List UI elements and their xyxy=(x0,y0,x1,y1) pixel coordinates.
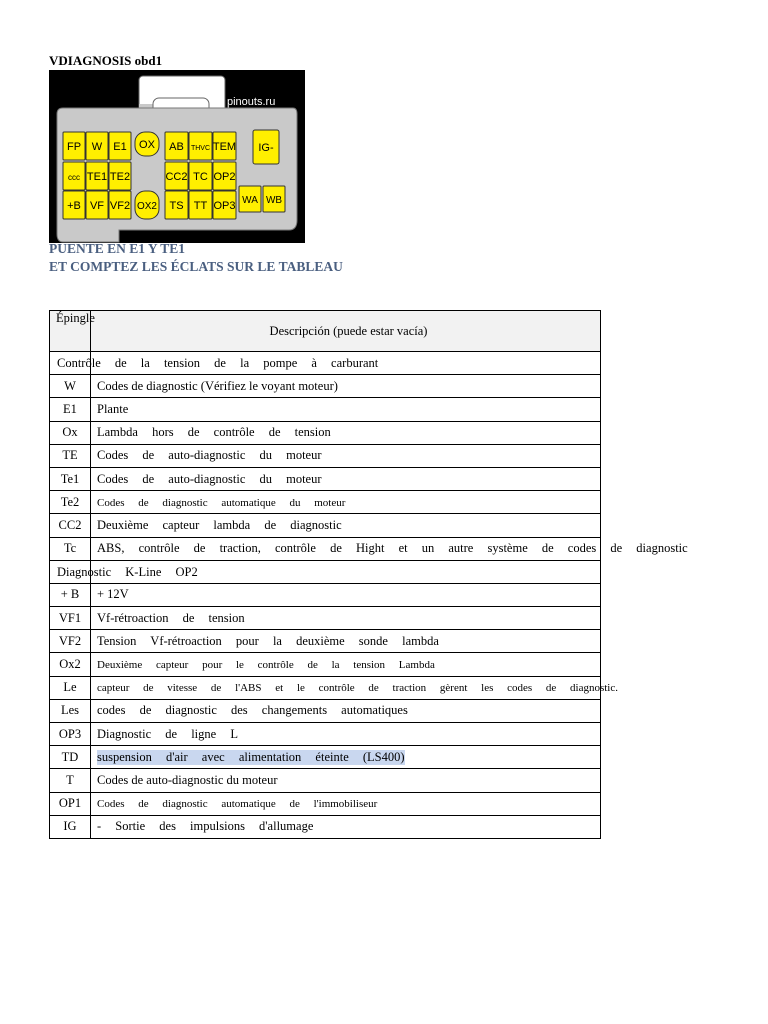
description-cell xyxy=(57,352,601,375)
pin-ox xyxy=(135,132,159,156)
description-text: Diagnostic K-Line OP2 xyxy=(57,564,198,579)
pin-cell: Ox xyxy=(50,421,91,444)
table-row xyxy=(50,769,601,792)
description-text: codes de diagnostic des changements automatiques xyxy=(97,703,408,718)
pin-te1 xyxy=(86,162,108,190)
table-header-row xyxy=(50,311,601,352)
svg-text:AB: AB xyxy=(169,141,184,153)
description-cell xyxy=(91,723,601,746)
description-cell xyxy=(91,398,601,421)
pin-thvc xyxy=(189,132,212,160)
pin-cell: Te1 xyxy=(50,467,91,490)
pin-cell: VF1 xyxy=(50,607,91,630)
description-text: suspension d'air avec alimentation éteinte (LS400) xyxy=(97,749,405,764)
pin-cell: W xyxy=(50,375,91,398)
pin-cell: Le xyxy=(50,676,91,699)
pin-tt xyxy=(189,191,212,219)
description-cell xyxy=(91,630,601,653)
table-row xyxy=(50,375,601,398)
table-row xyxy=(50,653,601,676)
svg-text:+B: +B xyxy=(67,200,81,212)
pin-ts xyxy=(165,191,188,219)
table-row xyxy=(50,583,601,606)
table-row xyxy=(50,398,601,421)
svg-text:THVC: THVC xyxy=(190,145,211,152)
description-cell xyxy=(91,537,688,560)
description-cell xyxy=(91,653,601,676)
connector-diagram xyxy=(49,70,305,243)
description-text: Codes de auto-diagnostic du moteur xyxy=(97,448,322,463)
table-row xyxy=(50,352,601,375)
svg-text:E1: E1 xyxy=(113,141,127,153)
svg-text:ccc: ccc xyxy=(68,173,80,182)
pin-cell: Tc xyxy=(50,537,91,560)
description-cell xyxy=(91,607,601,630)
watermark-text: pinouts.ru xyxy=(227,96,276,108)
svg-text:OX: OX xyxy=(139,139,155,151)
svg-text:TE2: TE2 xyxy=(109,171,131,183)
pin-cell: CC2 xyxy=(50,514,91,537)
svg-text:W: W xyxy=(91,141,103,153)
svg-text:WA: WA xyxy=(242,195,258,206)
header-description: Descripción (puede estar vacía) xyxy=(91,311,601,352)
description-cell xyxy=(91,676,618,699)
table-row xyxy=(50,560,601,583)
pin-cell: TD xyxy=(50,746,91,769)
description-text: Codes de auto-diagnostic du moteur xyxy=(97,471,322,486)
pin-ox2 xyxy=(135,191,159,219)
description-text: Deuxième capteur pour le contrôle de la tension Lambda xyxy=(97,659,435,672)
description-text: Codes de auto-diagnostic du moteur xyxy=(97,772,278,787)
description-cell xyxy=(91,467,601,490)
description-cell xyxy=(91,792,601,815)
svg-text:FP: FP xyxy=(66,141,82,153)
pin-vf2 xyxy=(109,191,131,219)
table-row xyxy=(50,723,601,746)
pin-w xyxy=(86,132,108,160)
table-row xyxy=(50,444,601,467)
description-cell xyxy=(91,514,601,537)
svg-text:TC: TC xyxy=(193,171,208,183)
pin-wb xyxy=(263,186,285,212)
pin-plusb xyxy=(63,191,85,219)
pinout-table xyxy=(49,310,688,839)
pin-cell: VF2 xyxy=(50,630,91,653)
description-text: Plante xyxy=(97,401,129,416)
description-cell xyxy=(91,421,601,444)
pin-e1 xyxy=(109,132,131,160)
description-cell xyxy=(91,583,601,606)
description-text: Tension Vf-rétroaction pour la deuxième sonde lambda xyxy=(97,633,439,648)
description-text: Codes de diagnostic automatique du moteur xyxy=(97,496,346,509)
description-text: Vf-rétroaction de tension xyxy=(97,610,245,625)
pin-cell: TE xyxy=(50,444,91,467)
svg-text:WB: WB xyxy=(265,195,283,206)
table-row xyxy=(50,699,601,722)
description-text: Codes de diagnostic automatique de l'immobiliseur xyxy=(97,798,378,811)
pin-ab xyxy=(165,132,188,160)
table-row xyxy=(50,746,601,769)
description-cell xyxy=(91,444,601,467)
table-row xyxy=(50,421,601,444)
svg-text:TT: TT xyxy=(193,200,208,212)
description-cell xyxy=(91,746,601,769)
description-text: Diagnostic de ligne L xyxy=(97,726,238,741)
pin-op3 xyxy=(213,191,236,219)
pin-ccc xyxy=(63,162,85,190)
doc-title: VDIAGNOSIS obd1 xyxy=(49,53,163,68)
header-pin: Épingle xyxy=(50,311,91,352)
subtitle-jumper: PUENTE EN E1 Y TE1 xyxy=(49,241,186,256)
table-row xyxy=(50,607,601,630)
description-text: Codes de diagnostic (Vérifiez le voyant moteur) xyxy=(97,378,338,393)
pin-cell: OP1 xyxy=(50,792,91,815)
svg-text:IG-: IG- xyxy=(258,142,274,154)
svg-text:TE1: TE1 xyxy=(86,171,108,183)
description-text: Lambda hors de contrôle de tension xyxy=(97,425,331,440)
pin-cell: OP3 xyxy=(50,723,91,746)
description-cell xyxy=(91,491,601,514)
description-text: Deuxième capteur lambda de diagnostic xyxy=(97,517,342,532)
svg-text:VF2: VF2 xyxy=(109,200,131,212)
svg-text:VF: VF xyxy=(89,200,105,212)
pin-cell: E1 xyxy=(50,398,91,421)
pin-cell: Ox2 xyxy=(50,653,91,676)
description-cell xyxy=(91,699,601,722)
pin-wa xyxy=(239,186,261,212)
pin-op2 xyxy=(213,162,236,190)
description-text: capteur de vitesse de l'ABS et le contrôle de traction gèrent les codes de diagnostic. xyxy=(97,682,618,695)
svg-text:TEM: TEM xyxy=(212,141,237,153)
table-row xyxy=(50,467,601,490)
table-row xyxy=(50,537,601,560)
svg-text:OX2: OX2 xyxy=(136,201,158,212)
description-text: ABS, contrôle de traction, contrôle de Hight et un autre système de codes de diagnostic xyxy=(97,541,688,556)
pin-ig xyxy=(253,130,279,164)
svg-text:TS: TS xyxy=(169,200,184,212)
pin-tc xyxy=(189,162,212,190)
pin-cell: Les xyxy=(50,699,91,722)
svg-text:CC2: CC2 xyxy=(165,171,188,183)
table-row xyxy=(50,630,601,653)
svg-text:OP2: OP2 xyxy=(213,171,236,183)
pin-cell: Te2 xyxy=(50,491,91,514)
subtitle-count: ET COMPTEZ LES ÉCLATS SUR LE TABLEAU xyxy=(49,259,343,274)
table-row xyxy=(50,514,601,537)
table-row xyxy=(50,491,601,514)
description-text: Contrôle de la tension de la pompe à carburant xyxy=(57,356,379,370)
pin-te2 xyxy=(109,162,131,190)
pin-vf xyxy=(86,191,108,219)
description-cell xyxy=(57,560,601,583)
pin-tem xyxy=(213,132,236,160)
description-cell xyxy=(91,769,601,792)
table-row xyxy=(50,676,601,699)
description-text: + 12V xyxy=(97,587,129,602)
pin-fp xyxy=(63,132,85,160)
svg-text:OP3: OP3 xyxy=(213,200,236,212)
pin-cell: + B xyxy=(50,583,91,606)
description-text: - Sortie des impulsions d'allumage xyxy=(97,819,314,834)
description-cell xyxy=(91,375,601,398)
pin-cc2 xyxy=(165,162,188,190)
table-row xyxy=(50,815,601,838)
description-cell xyxy=(91,815,601,838)
pin-cell: IG xyxy=(50,815,91,838)
pin-cell: T xyxy=(50,769,91,792)
table-row xyxy=(50,792,601,815)
